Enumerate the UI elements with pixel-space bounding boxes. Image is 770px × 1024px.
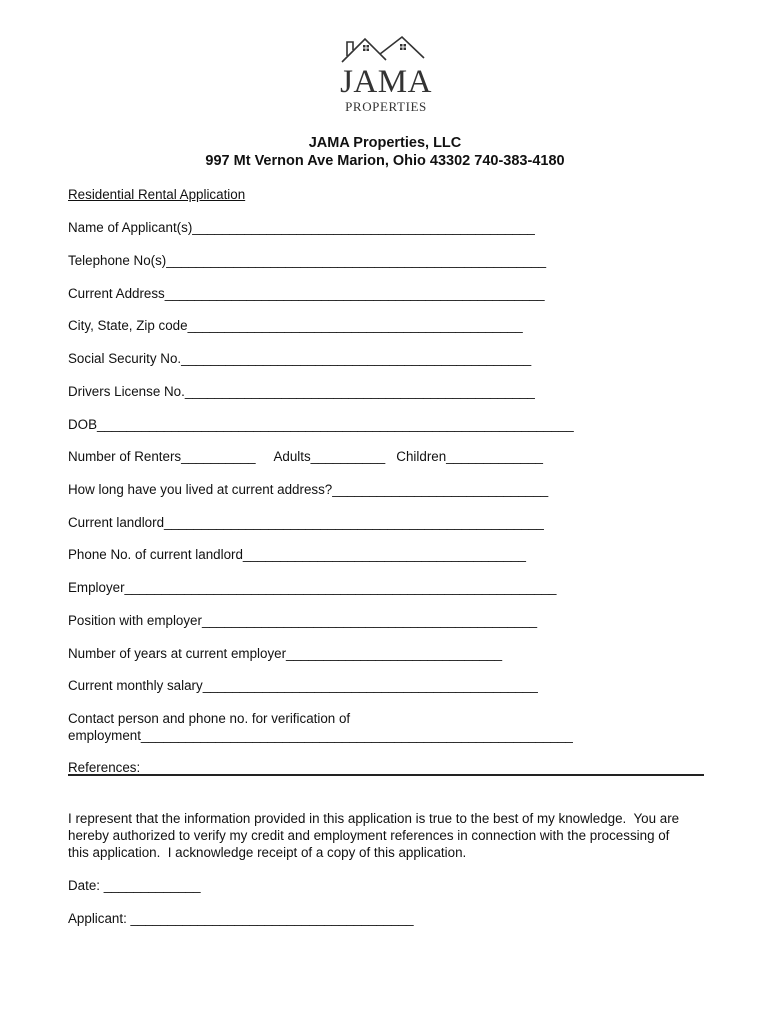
field-years-employed[interactable]: Number of years at current employer_____________________________ — [68, 646, 503, 661]
logo-subtitle: PROPERTIES — [345, 99, 427, 114]
field-drivers-license[interactable]: Drivers License No._______________________________________________ — [68, 384, 535, 399]
company-logo — [338, 34, 434, 116]
field-date[interactable]: Date: _____________ — [68, 878, 201, 893]
field-number-of-renters[interactable]: Number of Renters__________ Adults__________ Children_____________ — [68, 449, 543, 464]
company-address: 997 Mt Vernon Ave Marion, Ohio 43302 740-383-4180 — [205, 153, 565, 169]
field-current-landlord[interactable]: Current landlord___________________________________________________ — [68, 515, 544, 530]
references-rule — [68, 774, 704, 776]
field-monthly-salary[interactable]: Current monthly salary_____________________________________________ — [68, 678, 538, 693]
references-label: References: — [68, 760, 141, 775]
field-applicant-name[interactable]: Name of Applicant(s)______________________________________________ — [68, 220, 535, 235]
field-current-address[interactable]: Current Address___________________________________________________ — [68, 286, 545, 301]
form-title: Residential Rental Application — [68, 187, 246, 202]
field-position[interactable]: Position with employer_____________________________________________ — [68, 613, 538, 628]
house-roofs-icon — [338, 34, 434, 64]
logo-name: JAMA — [340, 64, 432, 100]
company-name: JAMA Properties, LLC — [308, 135, 462, 151]
field-city-state-zip[interactable]: City, State, Zip code_____________________________________________ — [68, 318, 523, 333]
field-telephone[interactable]: Telephone No(s)___________________________________________________ — [68, 253, 547, 268]
field-ssn[interactable]: Social Security No._______________________________________________ — [68, 351, 532, 366]
statement-line: this application. I acknowledge receipt of a copy of this application. — [68, 845, 467, 860]
applicant-statement — [68, 810, 708, 861]
field-contact-verification[interactable]: employment__________________________________________________________ — [68, 728, 573, 743]
field-dob[interactable]: DOB________________________________________________________________ — [68, 417, 574, 432]
field-contact-label: Contact person and phone no. for verification of — [68, 711, 351, 726]
field-time-at-address[interactable]: How long have you lived at current address?_____________________________ — [68, 482, 549, 497]
field-applicant-signature[interactable]: Applicant: ______________________________________ — [68, 911, 414, 926]
statement-line: I represent that the information provided in this application is true to the best of my knowledge. You are — [68, 811, 680, 826]
statement-line: hereby authorized to verify my credit and employment references in connection with the processing of — [68, 828, 670, 843]
field-employer[interactable]: Employer__________________________________________________________ — [68, 580, 557, 595]
field-landlord-phone[interactable]: Phone No. of current landlord______________________________________ — [68, 547, 526, 562]
